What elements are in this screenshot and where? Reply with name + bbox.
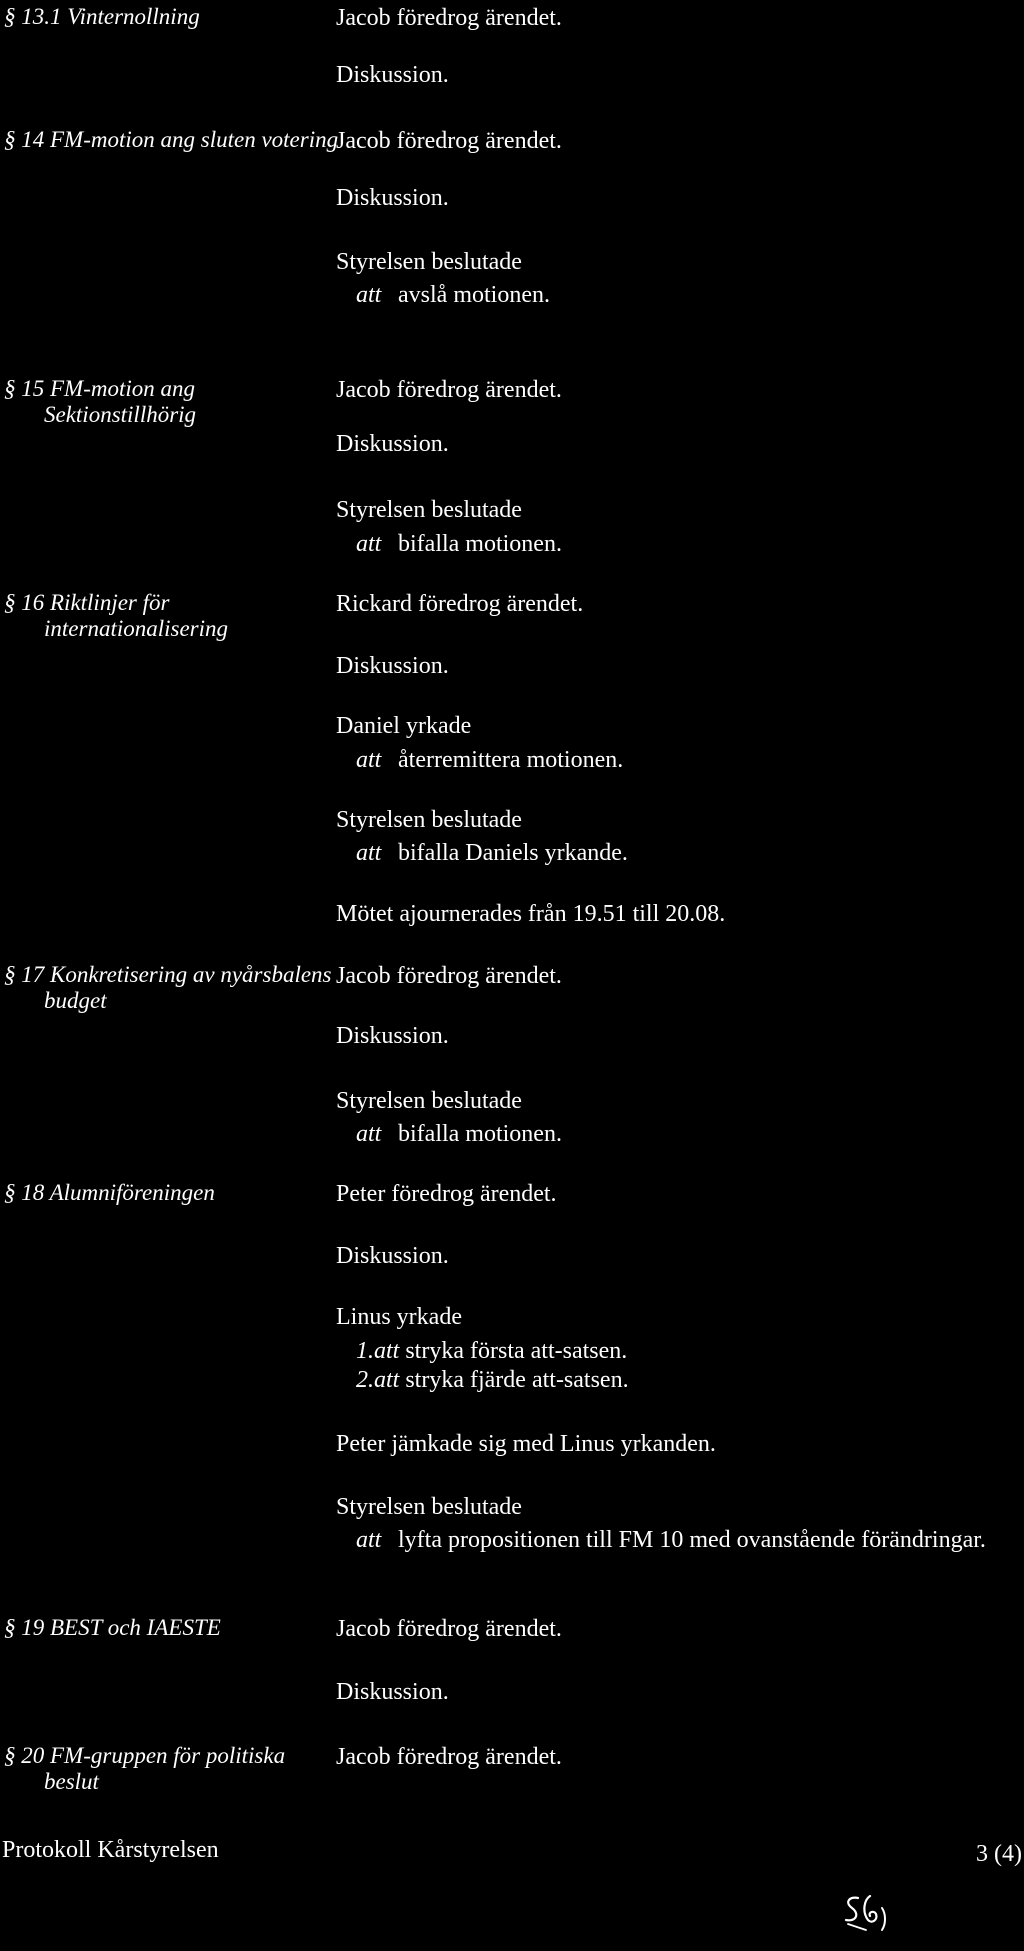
section-heading: § 18 Alumniföreningen <box>4 1180 215 1205</box>
presenter-line: Rickard föredrog ärendet. <box>336 591 584 617</box>
discussion-line: Diskussion. <box>336 1679 449 1705</box>
page-number: 3 (4) <box>976 1841 1022 1867</box>
section-heading: § 19 BEST och IAESTE <box>4 1615 221 1640</box>
att-clause: att avslå motionen. <box>356 282 550 308</box>
presenter-line: Jacob föredrog ärendet. <box>336 963 562 989</box>
board-decided-line: Styrelsen beslutade <box>336 1088 522 1114</box>
board-decided-line: Styrelsen beslutade <box>336 249 522 275</box>
section-heading: § 17 Konkretisering av nyårsbalens budget <box>4 962 332 1013</box>
section-heading: § 15 FM-motion ang Sektionstillhörig <box>4 376 197 427</box>
discussion-line: Diskussion. <box>336 431 449 457</box>
section-heading: § 16 Riktlinjer för internationalisering <box>4 590 228 641</box>
presenter-line: Peter föredrog ärendet. <box>336 1181 557 1207</box>
section-heading: § 14 FM-motion ang sluten votering <box>4 127 339 152</box>
section-heading: § 20 FM-gruppen för politiska beslut <box>4 1743 286 1794</box>
discussion-line: Diskussion. <box>336 1243 449 1269</box>
footer-title: Protokoll Kårstyrelsen <box>2 1837 219 1863</box>
discussion-line: Diskussion. <box>336 653 449 679</box>
numbered-att-clause: 2.att stryka fjärde att-satsen. <box>356 1367 629 1393</box>
amendment-line: Peter jämkade sig med Linus yrkanden. <box>336 1431 716 1457</box>
att-clause: att lyfta propositionen till FM 10 med ovanstående förändringar. <box>356 1527 986 1553</box>
discussion-line: Diskussion. <box>336 1023 449 1049</box>
presenter-line: Jacob föredrog ärendet. <box>336 377 562 403</box>
presenter-line: Jacob föredrog ärendet. <box>336 128 562 154</box>
section-heading: § 13.1 Vinternollning <box>4 4 200 29</box>
board-decided-line: Styrelsen beslutade <box>336 807 522 833</box>
presenter-line: Jacob föredrog ärendet. <box>336 1616 562 1642</box>
motion-line: Linus yrkade <box>336 1304 462 1330</box>
board-decided-line: Styrelsen beslutade <box>336 497 522 523</box>
numbered-att-clause: 1.att stryka första att-satsen. <box>356 1338 628 1364</box>
att-clause: att bifalla motionen. <box>356 531 562 557</box>
discussion-line: Diskussion. <box>336 62 449 88</box>
handwritten-initials-signature <box>836 1890 906 1940</box>
att-clause: att återremittera motionen. <box>356 747 624 773</box>
presenter-line: Jacob föredrog ärendet. <box>336 5 562 31</box>
board-decided-line: Styrelsen beslutade <box>336 1494 522 1520</box>
att-clause: att bifalla Daniels yrkande. <box>356 840 628 866</box>
att-clause: att bifalla motionen. <box>356 1121 562 1147</box>
adjournment-line: Mötet ajournerades från 19.51 till 20.08. <box>336 901 726 927</box>
presenter-line: Jacob föredrog ärendet. <box>336 1744 562 1770</box>
motion-line: Daniel yrkade <box>336 713 472 739</box>
discussion-line: Diskussion. <box>336 185 449 211</box>
